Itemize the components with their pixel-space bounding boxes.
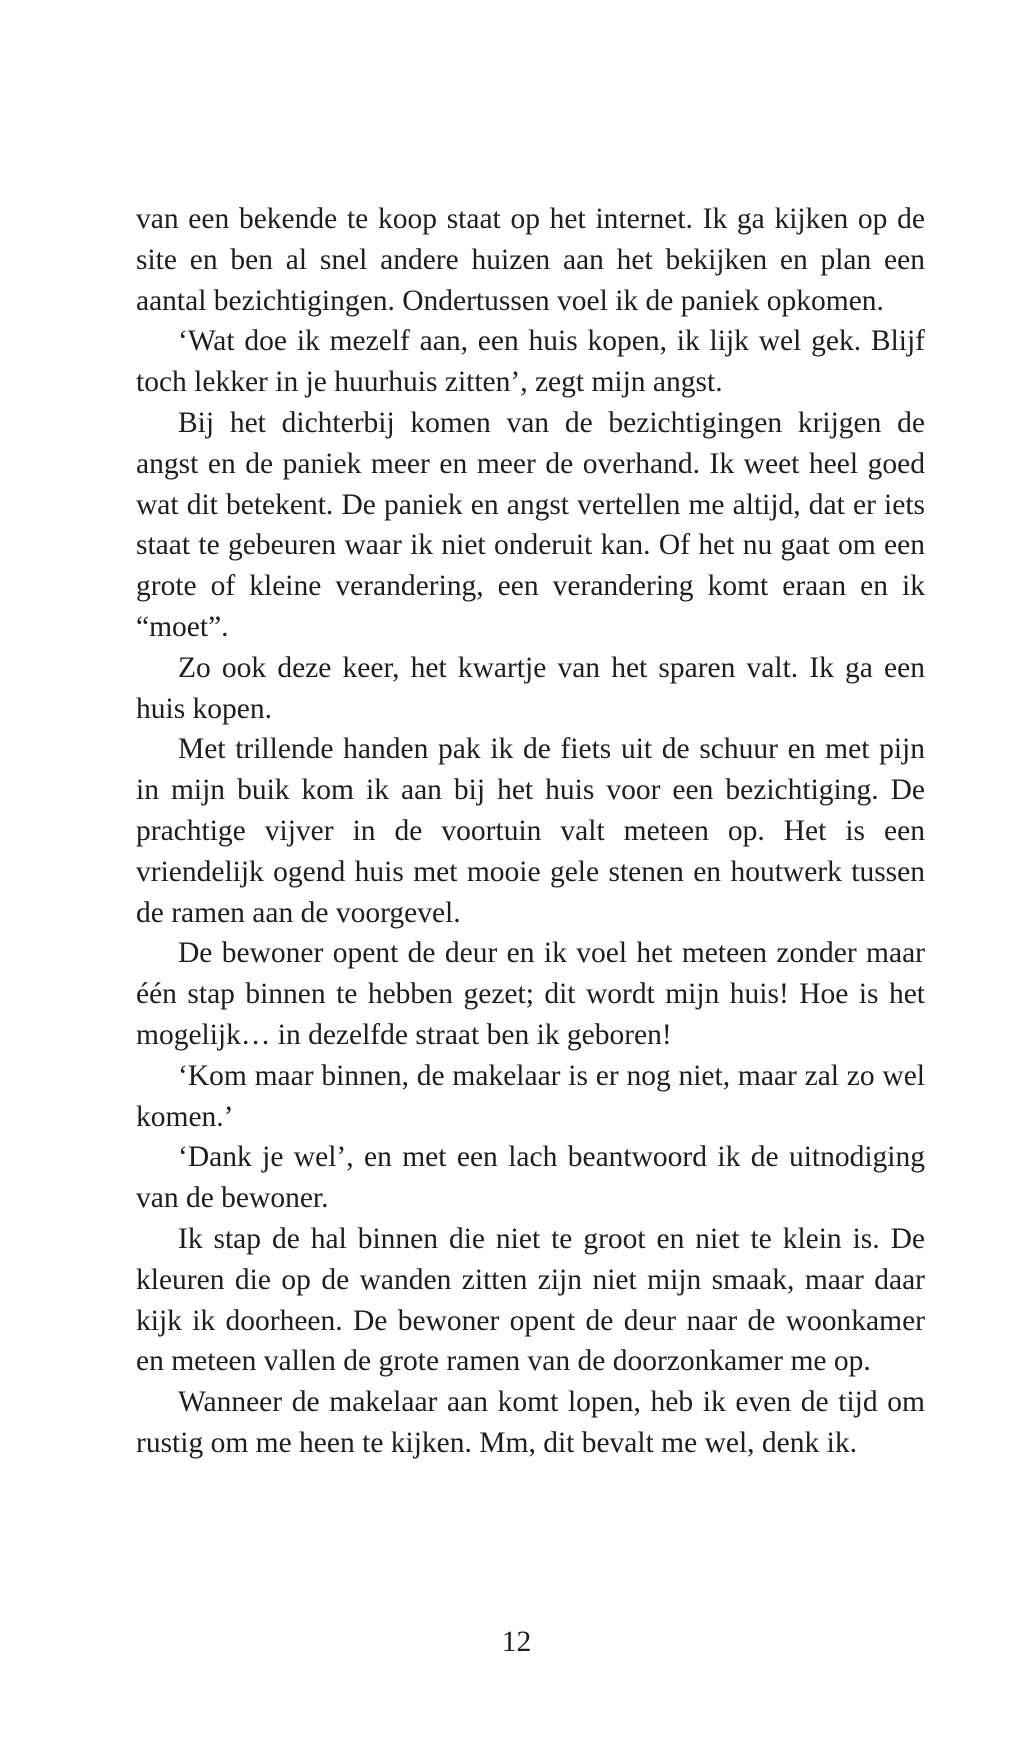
- body-text: [136, 199, 925, 1464]
- paragraph: ‘Kom maar binnen, de makelaar is er nog niet, maar zal zo wel komen.’: [136, 1059, 925, 1133]
- page-number: 12: [501, 1626, 532, 1658]
- paragraph: Zo ook deze keer, het kwartje van het sparen valt. Ik ga een huis kopen.: [136, 651, 925, 725]
- paragraph: Met trillende handen pak ik de fiets uit de schuur en met pijn in mijn buik kom ik aan bij het huis voor een bezichtiging. De prachtige vijver in de voortuin valt meteen op. Het is een vriendelijk ogend huis met mooie gele stenen en houtwerk tussen de ramen aan de voorgevel.: [136, 733, 925, 929]
- paragraph: Ik stap de hal binnen die niet te groot en niet te klein is. De kleuren die op de wanden zitten zijn niet mijn smaak, maar daar kijk ik doorheen. De bewoner opent de deur naar de woonkamer en meteen vallen de grote ramen van de doorzonkamer me op.: [136, 1222, 925, 1378]
- paragraph: Wanneer de makelaar aan komt lopen, heb ik even de tijd om rustig om me heen te kijken. Mm, dit bevalt me wel, denk ik.: [136, 1386, 925, 1459]
- paragraph: ‘Wat doe ik mezelf aan, een huis kopen, ik lijk wel gek. Blijf toch lekker in je huurhuis zitten’, zegt mijn angst.: [136, 325, 925, 399]
- paragraph: De bewoner opent de deur en ik voel het meteen zonder maar één stap binnen te hebben gezet; dit wordt mijn huis! Hoe is het mogelijk… in dezelfde straat ben ik geboren!: [136, 937, 925, 1051]
- paragraph: ‘Dank je wel’, en met een lach beantwoord ik de uitnodiging van de bewoner.: [136, 1141, 925, 1215]
- paragraph: van een bekende te koop staat op het internet. Ik ga kijken op de site en ben al snel andere huizen aan het bekijken en plan een aantal bezichtigingen. Ondertussen voel ik de paniek opkomen.: [136, 203, 925, 317]
- paragraph: Bij het dichterbij komen van de bezichtigingen krijgen de angst en de paniek meer en meer de overhand. Ik weet heel goed wat dit betekent. De paniek en angst vertellen me altijd, dat er iets staat te gebeuren waar ik niet onderuit kan. Of het nu gaat om een grote of kleine verandering, een verandering komt eraan en ik “moet”.: [136, 406, 925, 643]
